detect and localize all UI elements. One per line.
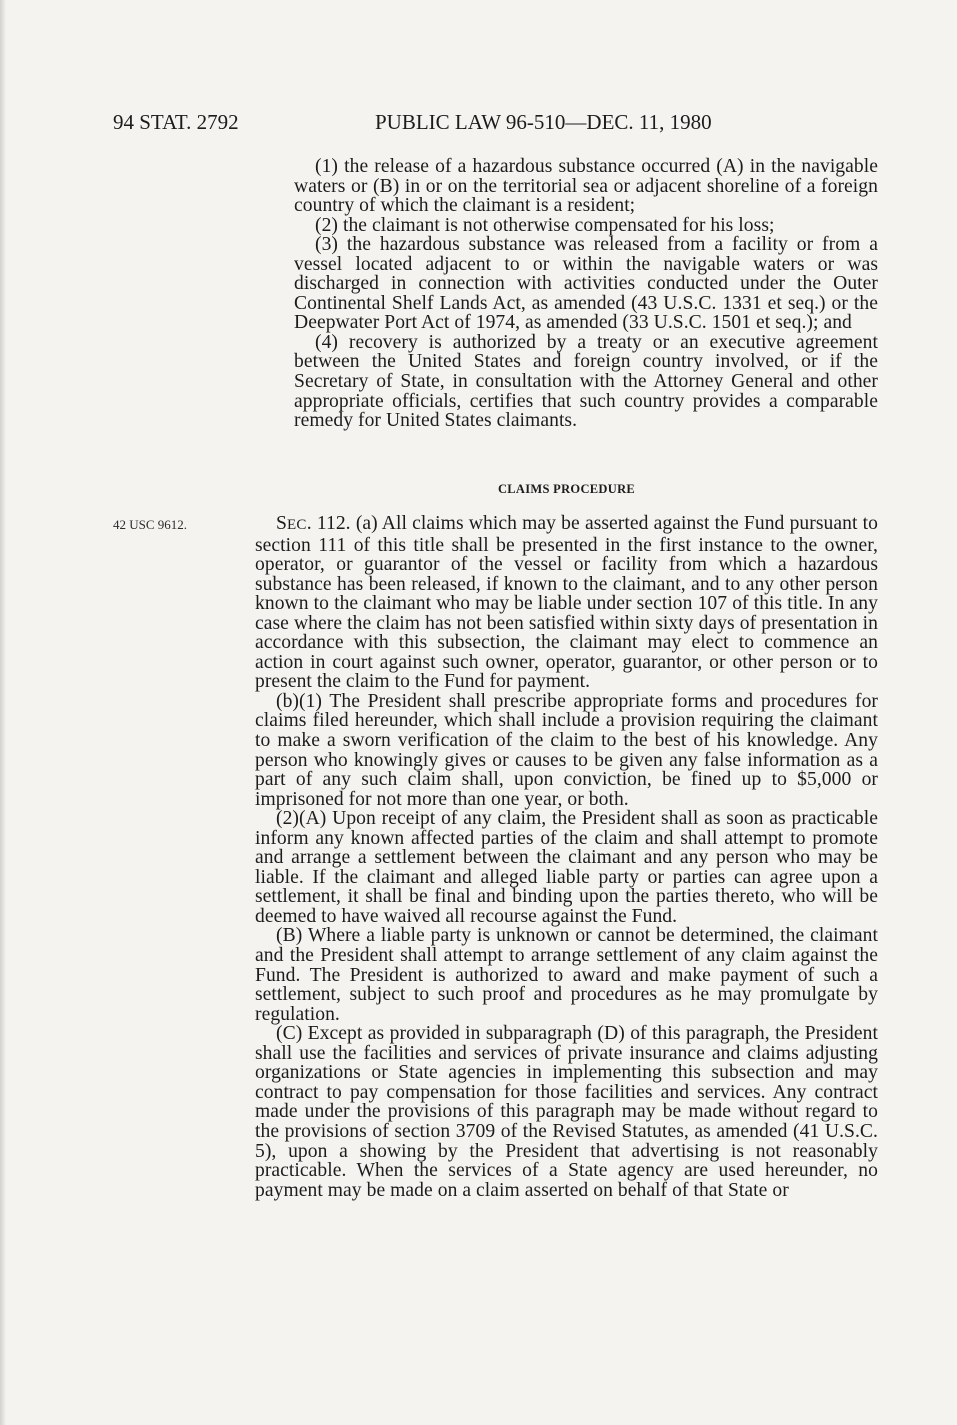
condition-4: (4) recovery is authorized by a treaty or an executive agreement between the United States and foreign country involved, or if the Secretary of State, in consultation with the Attorney General and other appropriate officials, certifies that such country provides a comparable remedy for United States claimants. — [294, 331, 878, 432]
paragraph-b2a: (2)(A) Upon receipt of any claim, the President shall as soon as practicable inform any known affected parties of the claim and shall attempt to promote and arrange a settlement between the claimant and any person who may be liable. If the claimant and alleged liable party or parties can agree upon a settlement, it shall be final and binding upon the parties thereto, who will be deemed to have waived all recourse against the Fund. — [255, 808, 878, 927]
paragraph-a — [255, 514, 878, 692]
paragraph-b2b: (B) Where a liable party is unknown or cannot be determined, the claimant and the President shall attempt to arrange settlement of any claim against the Fund. The President is authorized to award and make payment of such a settlement, subject to such proof and procedures as he may promulgate by regulation. — [255, 925, 878, 1025]
paragraph-b1: (b)(1) The President shall prescribe appropriate forms and procedures for claims filed hereunder, which shall include a provision requiring the claimant to make a sworn verification of the claim to the best of his knowledge. Any person who knowingly gives or causes to be given any false information as a part of any such claim shall, upon conviction, be fined up to $5,000 or imprisoned for not more than one year, or both. — [255, 690, 878, 810]
section-label: SEC. 112. — [276, 513, 351, 534]
public-law-title: PUBLIC LAW 96-510—DEC. 11, 1980 — [375, 110, 712, 134]
page-header — [0, 110, 957, 140]
paragraph-a-text: (a) All claims which may be asserted against the Fund pursuant to section 111 of this title shall be presented in the first instance to the owner, operator, or guarantor of the vessel or facility from which a hazardous substance has been released, if known to the claimant, and to any other person known to the claimant who may be liable under section 107 of this title. In any case where the claim has not been satisfied within sixty days of presentation in accordance with this subsection, the claimant may elect to commence an action in court against such owner, operator, guarantor, or other person or to present the claim to the Fund for payment. — [255, 513, 878, 693]
paragraph-b2c: (C) Except as provided in subparagraph (D) of this paragraph, the President shall use the facilities and services of private insurance and claims adjusting organizations or State agencies in implementing this subsection and may contract to pay compensation for those facilities and services. Any contract made under the provisions of this paragraph may be made without regard to the provisions of section 3709 of the Revised Statutes, as amended (41 U.S.C. 5), upon a showing by the President that advertising is not reasonably practicable. When the services of a State agency are used hereunder, no payment may be made on a claim asserted on behalf of that State or — [255, 1023, 878, 1201]
condition-3: (3) the hazardous substance was released from a facility or from a vessel located adjacent to or within the navigable waters or was discharged in connection with activities conducted under the Outer Continental Shelf Lands Act, as amended (43 U.S.C. 1331 et seq.) or the Deepwater Port Act of 1974, as amended (33 U.S.C. 1501 et seq.); and — [294, 234, 878, 334]
statute-page-number: 94 STAT. 2792 — [113, 110, 239, 134]
condition-1: (1) the release of a hazardous substance occurred (A) in the navigable waters or (B) in or on the territorial sea or adjacent shoreline of a foreign country of which the claimant is a resident; — [294, 156, 878, 217]
section-112-body — [255, 514, 878, 1200]
conditions-list — [294, 157, 878, 431]
section-heading: CLAIMS PROCEDURE — [497, 482, 636, 496]
page-edge-shadow — [0, 0, 6, 1425]
margin-citation: 42 USC 9612. — [113, 517, 188, 532]
condition-2: (2) the claimant is not otherwise compensated for his loss; — [315, 214, 775, 236]
